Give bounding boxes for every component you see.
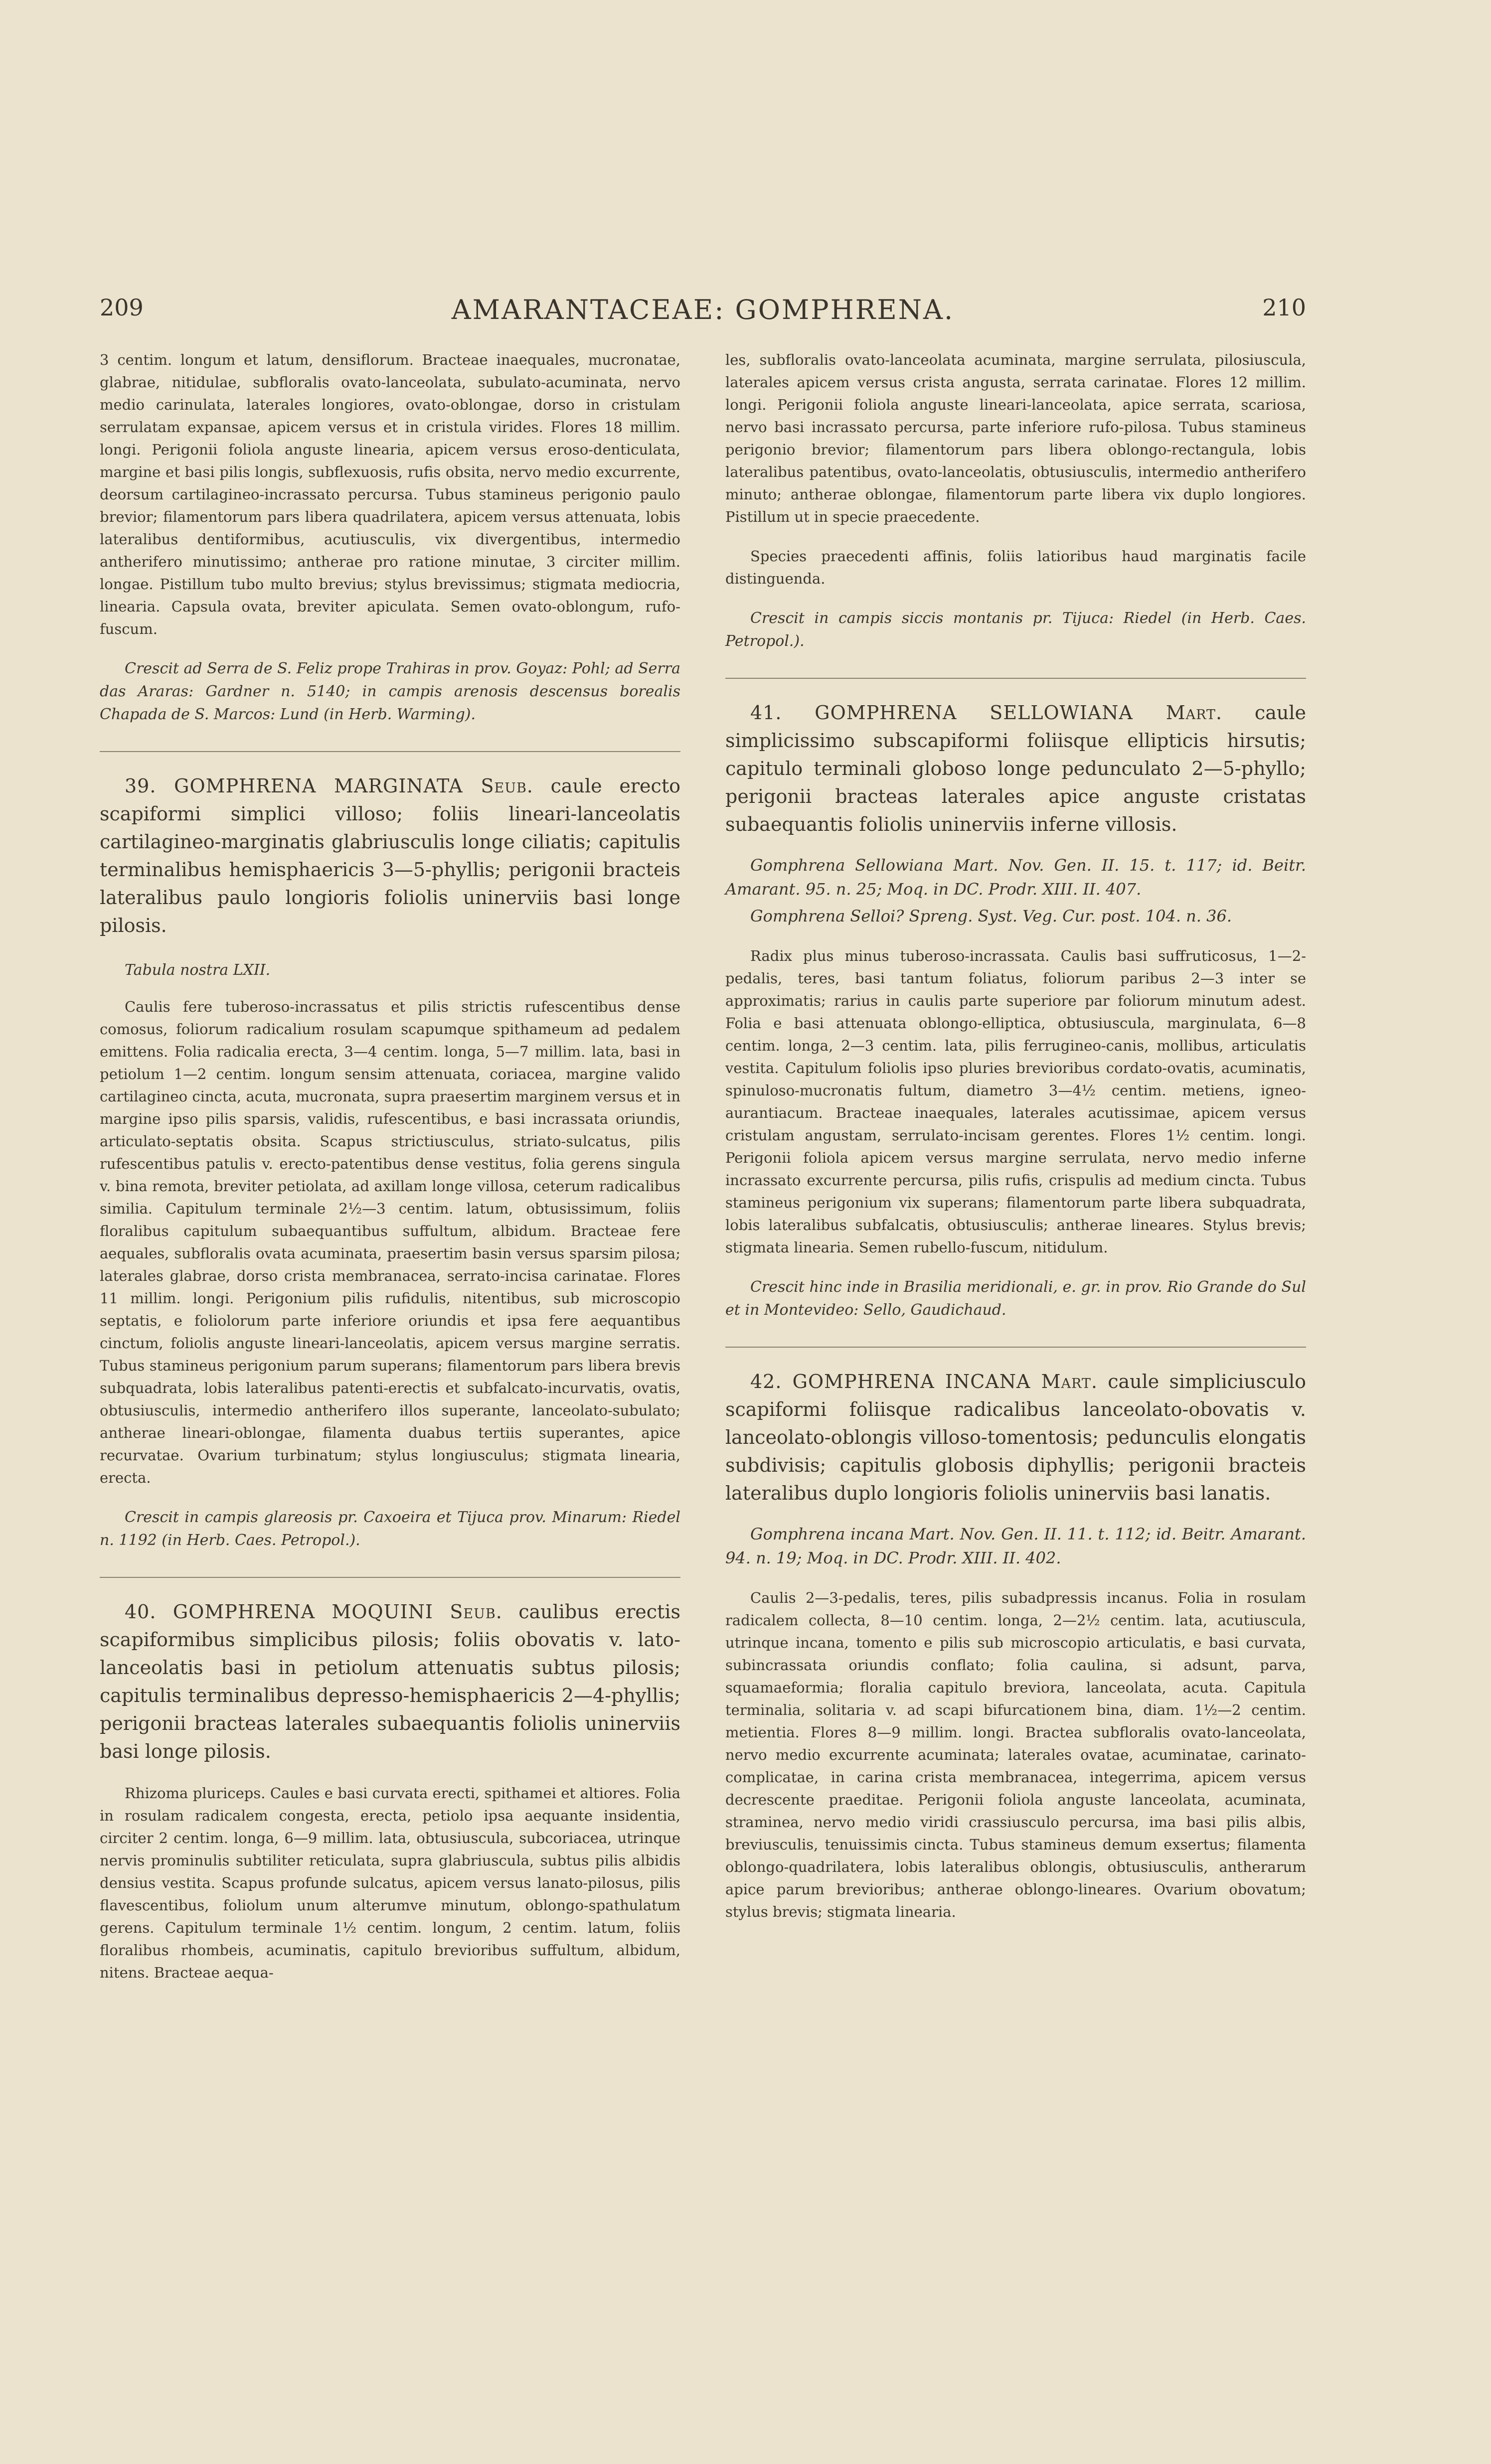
species-41-citation: Crescit hinc inde in Brasilia meridionali, e. gr. in prov. Rio Grande do Sul et in Montevideo: Sello, Gaudichaud. bbox=[725, 1278, 1306, 1319]
species-41-title: 41. GOMPHRENA SELLOWIANA Mart. bbox=[750, 702, 1223, 724]
species-40-description-continued: les, subfloralis ovato-lanceolata acuminata, margine serrulata, pilosiuscula, laterales apicem versus crista angusta, serrata carinatae. Flores 12 millim. longi. Perigonii foliola anguste lineari-lanceolata, apice serrata, scariosa, nervo basi incrassato percursa, parte inferiore rufo-pilosa. Tubus stamineus perigonio brevior; filamentorum pars libera oblongo-rectangula, lobis lateralibus patentibus, ovato-lanceolatis, obtusiusculis, intermedio antherifero minuto; antherae oblongae, filamentorum parte libera vix duplo longiores. Pistillum ut in specie praecedente. bbox=[725, 351, 1306, 525]
species-41-synonym-2: Gomphrena Selloi? Spreng. Syst. Veg. Cur. post. 104. n. 36. bbox=[750, 907, 1232, 925]
species-41-diagnosis-text: caule simplicissimo subscapiformi foliisque ellipticis hirsutis; capitulo terminali globoso longe pedunculato 2—5-phyllo; perigonii bracteas laterales apice anguste cristatas subaequantis foliolis uninerviis inferne villosis. bbox=[725, 702, 1306, 835]
continued-description: 3 centim. longum et latum, densiflorum. Bracteae inaequales, mucronatae, glabrae, nitidulae, subfloralis ovato-lanceolata, subulato-acuminata, nervo medio carinulata, laterales longiores, ovato-oblongae, dorso in cristulam serrulatam expansae, apicem versus et in cristula virides. Flores 18 millim. longi. Perigonii foliola anguste linearia, apicem versus eroso-denticulata, margine et basi pilis longis, subflexuosis, rufis obsita, nervo medio excurrente, deorsum cartilagineo-incrassato percursa. Tubus stamineus perigonio paulo brevior; filamentorum pars libera quadrilatera, apicem versus attenuata, lobis lateralibus dentiformibus, acutiusculis, vix divergentibus, intermedio antherifero minutissimo; antherae pro ratione minutae, 3 circiter millim. longae. Pistillum tubo multo brevius; stylus brevissimus; stigmata mediocria, linearia. Capsula ovata, breviter apiculata. Semen ovato-oblongum, rufo-fuscum. bbox=[100, 351, 680, 637]
species-41-diagnosis bbox=[725, 699, 1306, 838]
species-40-note: Species praecedenti affinis, foliis latioribus haud marginatis facile distinguenda. bbox=[725, 548, 1306, 587]
species-41-description: Radix plus minus tuberoso-incrassata. Caulis basi suffruticosus, 1—2-pedalis, teres, basi tantum foliatus, foliorum paribus 2—3 inter se approximatis; rarius in caulis parte superiore par foliorum minutum adest. Folia e basi attenuata oblongo-elliptica, obtusiuscula, marginulata, 6—8 centim. longa, 2—3 centim. lata, pilis ferrugineo-canis, mollibus, articulatis vestita. Capitulum foliolis ipso pluries brevioribus cordato-ovatis, acuminatis, spinuloso-mucronatis fultum, diametro 3—4½ centim. metiens, igneo-aurantiacum. Bracteae inaequales, laterales acutissimae, apicem versus cristulam angustam, serrulato-incisam gerentes. Flores 1½ centim. longi. Perigonii foliola apicem versus margine serrulata, nervo medio inferne incrassato excurrente percursa, pilis rufis, crispulis ad medium cincta. Tubus stamineus perigonium vix superans; filamentorum parte libera subquadrata, lobis lateralibus subfalcatis, obtusiusculis; antherae lineares. Stylus brevis; stigmata linearia. Semen rubello-fuscum, nitidulum. bbox=[725, 947, 1306, 1256]
species-40-description: Rhizoma pluriceps. Caules e basi curvata erecti, spithamei et altiores. Folia in rosulam radicalem congesta, erecta, petiolo ipsa aequante insidentia, circiter 2 centim. longa, 6—9 millim. lata, obtusiuscula, subcoriacea, utrinque nervis prominulis subtiliter reticulata, supra glabriuscula, subtus pilis albidis densius vestita. Scapus profunde sulcatus, apicem versus lanato-pilosus, pilis flavescentibus, foliolum unum alterumve minutum, oblongo-spathulatum gerens. Capitulum terminale 1½ centim. longum, 2 centim. latum, foliis floralibus rhombeis, acuminatis, capitulo brevioribus suffultum, albidum, nitens. Bracteae aequa- bbox=[100, 1785, 680, 1981]
species-40-title: 40. GOMPHRENA MOQUINI Seub. bbox=[125, 1601, 502, 1623]
species-40-diagnosis-text: caulibus erectis scapiformibus simplicibus pilosis; foliis obovatis v. lato-lanceolatis basi in petiolum attenuatis subtus pilosis; capitulis terminalibus depresso-hemisphaericis 2—4-phyllis; perigonii bracteas laterales subaequantis foliolis uninerviis basi longe pilosis. bbox=[100, 1601, 680, 1762]
right-column bbox=[725, 349, 1306, 1923]
species-41-synonym-1: Gomphrena Sellowiana Mart. Nov. Gen. II. 15. t. 117; id. Beitr. Amarant. 95. n. 25; Moq. in DC. Prodr. XIII. II. 407. bbox=[725, 856, 1306, 899]
species-39-title: 39. GOMPHRENA MARGINATA Seub. bbox=[125, 775, 533, 797]
species-39-plate-reference: Tabula nostra LXII. bbox=[125, 961, 271, 979]
section-divider bbox=[725, 1347, 1306, 1348]
section-divider bbox=[100, 751, 680, 752]
page-number-right: 210 bbox=[1262, 294, 1306, 321]
page-header bbox=[100, 294, 1306, 329]
species-40-citation: Crescit in campis siccis montanis pr. Tijuca: Riedel (in Herb. Caes. Petropol.). bbox=[725, 610, 1306, 650]
species-39-diagnosis bbox=[100, 772, 680, 939]
species-42-description: Caulis 2—3-pedalis, teres, pilis subadpressis incanus. Folia in rosulam radicalem collecta, 8—10 centim. longa, 2—2½ centim. lata, acutiuscula, utrinque incana, tomento e pilis sub microscopio articulatis, e basi curvata, subincrassata oriundis conflato; folia caulina, si adsunt, parva, squamaeformia; floralia capitulo breviora, lanceolata, acuta. Capitula terminalia, solitaria v. ad scapi bifurcationem bina, diam. 1½—2 centim. metientia. Flores 8—9 millim. longi. Bractea subfloralis ovato-lanceolata, nervo medio excurrente acuminata; laterales ovatae, acuminatae, carinato-complicatae, in carina crista membranacea, integerrima, apicem versus decrescente praeditae. Perigonii foliola anguste lanceolata, acuminata, straminea, nervo medio viridi crassiusculo percursa, ima basi pilis albis, breviusculis, tenuissimis cincta. Tubus stamineus demum exsertus; filamenta oblongo-quadrilatera, lobis lateralibus oblongis, obtusiusculis, antherarum apice parum brevioribus; antherae oblongo-lineares. Ovarium obovatum; stylus brevis; stigmata linearia. bbox=[725, 1589, 1306, 1920]
locality-citation: Crescit ad Serra de S. Feliz prope Trahiras in prov. Goyaz: Pohl; ad Serra das Araras: Gardner n. 5140; in campis arenosis descensus borealis Chapada de S. Marcos: Lund (in Herb. Warming). bbox=[100, 660, 680, 723]
left-column bbox=[100, 349, 680, 1984]
section-divider bbox=[100, 1577, 680, 1578]
species-42-title: 42. GOMPHRENA INCANA Mart. bbox=[750, 1371, 1098, 1392]
species-42-synonym: Gomphrena incana Mart. Nov. Gen. II. 11. t. 112; id. Beitr. Amarant. 94. n. 19; Moq. in DC. Prodr. XIII. II. 402. bbox=[725, 1525, 1306, 1567]
species-39-diagnosis-text: caule erecto scapiformi simplici villoso; foliis lineari-lanceolatis cartilagineo-marginatis glabriusculis longe ciliatis; capitulis terminalibus hemisphaericis 3—5-phyllis; perigonii bracteis lateralibus paulo longioris foliolis uninerviis basi longe pilosis. bbox=[100, 775, 680, 936]
species-42-diagnosis bbox=[725, 1368, 1306, 1507]
species-42-diagnosis-text: caule simpliciusculo scapiformi foliisque radicalibus lanceolato-obovatis v. lanceolato-oblongis villoso-tomentosis; pedunculis elongatis subdivisis; capitulis globosis diphyllis; perigonii bracteis lateralibus duplo longioris foliolis uninerviis basi lanatis. bbox=[725, 1371, 1306, 1504]
species-40-diagnosis bbox=[100, 1598, 680, 1765]
page-number-left: 209 bbox=[100, 294, 144, 321]
species-39-description: Caulis fere tuberoso-incrassatus et pilis strictis rufescentibus dense comosus, foliorum radicalium rosulam scapumque spithameum ad pedalem emittens. Folia radicalia erecta, 3—4 centim. longa, 5—7 millim. lata, basi in petiolum 1—2 centim. longum sensim attenuata, coriacea, margine valido cartilagineo cincta, acuta, mucronata, supra praesertim marginem versus et in margine ipso pilis sparsis, validis, rufescentibus, e basi incrassata oriundis, articulato-septatis obsita. Scapus strictiusculus, striato-sulcatus, pilis rufescentibus patulis v. erecto-patentibus dense vestitus, folia gerens singula v. bina remota, breviter petiolata, ad axillam longe villosa, ceterum radicalibus similia. Capitulum terminale 2½—3 centim. latum, obtusissimum, foliis floralibus capitulum subaequantibus suffultum, albidum. Bracteae fere aequales, subfloralis ovata acuminata, praesertim basin versus sparsim pilosa; laterales glabrae, dorso crista membranacea, serrato-incisa carinatae. Flores 11 millim. longi. Perigonium pilis rufidulis, nitentibus, sub microscopio septatis, e foliolorum parte inferiore oriundis et ipsa fere aequantibus cinctum, foliolis anguste lineari-lanceolatis, apicem versus margine serratis. Tubus stamineus perigonium parum superans; filamentorum pars libera brevis subquadrata, lobis lateralibus patenti-erectis et subfalcato-incurvatis, ovatis, obtusiusculis, intermedio antherifero illos superante, lanceolato-subulato; antherae lineari-oblongae, filamenta duabus tertiis superantes, apice recurvatae. Ovarium turbinatum; stylus longiusculus; stigmata linearia, erecta. bbox=[100, 998, 680, 1486]
running-title: AMARANTACEAE: GOMPHRENA. bbox=[451, 294, 955, 325]
section-divider bbox=[725, 678, 1306, 679]
species-39-citation: Crescit in campis glareosis pr. Caxoeira et Tijuca prov. Minarum: Riedel n. 1192 (in Herb. Caes. Petropol.). bbox=[100, 1509, 680, 1549]
